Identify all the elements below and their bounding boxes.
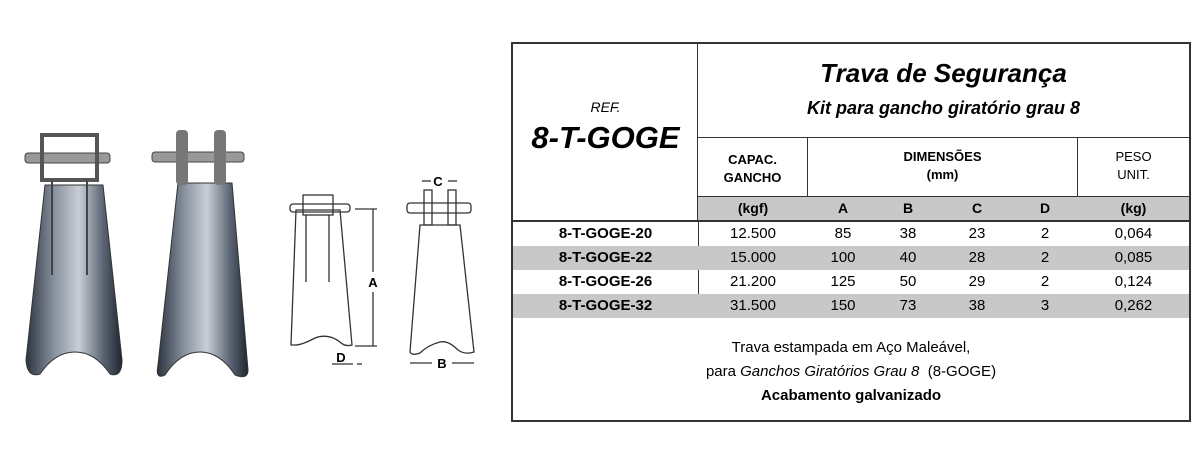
dimension-label-b: B [437, 356, 447, 371]
cell-b: 38 [899, 225, 917, 242]
cell-a: 150 [830, 297, 856, 314]
spec-table [511, 42, 1191, 422]
unit-b: B [902, 200, 914, 216]
header-peso [1078, 138, 1189, 196]
cell-peso: 0,124 [1114, 273, 1153, 290]
title-cell [698, 44, 1189, 138]
units-row [698, 196, 1189, 220]
cell-peso: 0,064 [1114, 225, 1153, 242]
cell-a: 85 [834, 225, 852, 242]
cell-c: 29 [968, 273, 986, 290]
table-row [513, 222, 1189, 246]
footer-line1: Trava estampada em Aço Maleável, [731, 339, 971, 356]
unit-c: C [971, 200, 983, 216]
product-illustrations [0, 0, 505, 465]
header-peso-line2: UNIT. [1117, 167, 1150, 182]
header-dimensions [808, 138, 1078, 196]
photo-latch-back [25, 135, 122, 375]
unit-d: D [1039, 200, 1051, 216]
cell-a: 125 [830, 273, 856, 290]
cell-capac: 21.200 [730, 273, 776, 290]
ref-code: 8-T-GOGE [531, 120, 680, 155]
footer-line2-pre: para [705, 363, 741, 380]
ref-cell [513, 44, 698, 220]
footer-line2-italic: Ganchos Giratórios Grau 8 [740, 363, 920, 380]
dimension-label-c: C [433, 174, 443, 189]
page-subtitle: Kit para gancho giratório grau 8 [806, 98, 1081, 118]
cell-d: 2 [1040, 273, 1050, 290]
cell-a: 100 [830, 249, 856, 266]
header-capac [698, 138, 808, 196]
page-title: Trava de Segurança [820, 58, 1067, 88]
cell-ref: 8-T-GOGE-32 [558, 297, 653, 314]
drawing-side-view [290, 195, 377, 364]
cell-c: 28 [968, 249, 986, 266]
footer-line2 [513, 363, 1189, 380]
unit-peso: (kg) [1120, 200, 1147, 216]
cell-c: 38 [968, 297, 986, 314]
table-row [513, 246, 1189, 270]
footer-line3: Acabamento galvanizado [760, 387, 942, 404]
unit-capac: (kgf) [737, 200, 769, 216]
ref-label: REF. [590, 99, 621, 115]
cell-peso: 0,085 [1114, 249, 1153, 266]
cell-c: 23 [968, 225, 986, 242]
dimension-label-d: D [336, 350, 346, 365]
cell-ref: 8-T-GOGE-20 [558, 225, 653, 242]
cell-b: 73 [899, 297, 917, 314]
table-row [513, 270, 1189, 294]
drawing-front-view [407, 181, 474, 363]
header-capac-line1: CAPAC. [728, 152, 777, 167]
cell-capac: 12.500 [730, 225, 776, 242]
header-peso-line1: PESO [1115, 149, 1152, 164]
header-capac-line2: GANCHO [723, 170, 782, 185]
footer-notes [513, 316, 1189, 420]
cell-capac: 15.000 [730, 249, 776, 266]
cell-b: 50 [899, 273, 917, 290]
footer-line2-post: (8-GOGE) [919, 363, 997, 380]
cell-capac: 31.500 [730, 297, 776, 314]
cell-d: 2 [1040, 249, 1050, 266]
cell-ref: 8-T-GOGE-22 [558, 249, 653, 266]
cell-d: 3 [1040, 297, 1050, 314]
cell-d: 2 [1040, 225, 1050, 242]
cell-ref: 8-T-GOGE-26 [558, 273, 653, 290]
header-dim-line1: DIMENSÕES [903, 149, 982, 164]
unit-a: A [837, 200, 849, 216]
cell-b: 40 [899, 249, 917, 266]
table-row [513, 294, 1189, 318]
header-dim-line2: (mm) [926, 167, 959, 182]
photo-latch-front [152, 130, 248, 377]
cell-peso: 0,262 [1114, 297, 1153, 314]
dimension-label-a: A [368, 275, 378, 290]
